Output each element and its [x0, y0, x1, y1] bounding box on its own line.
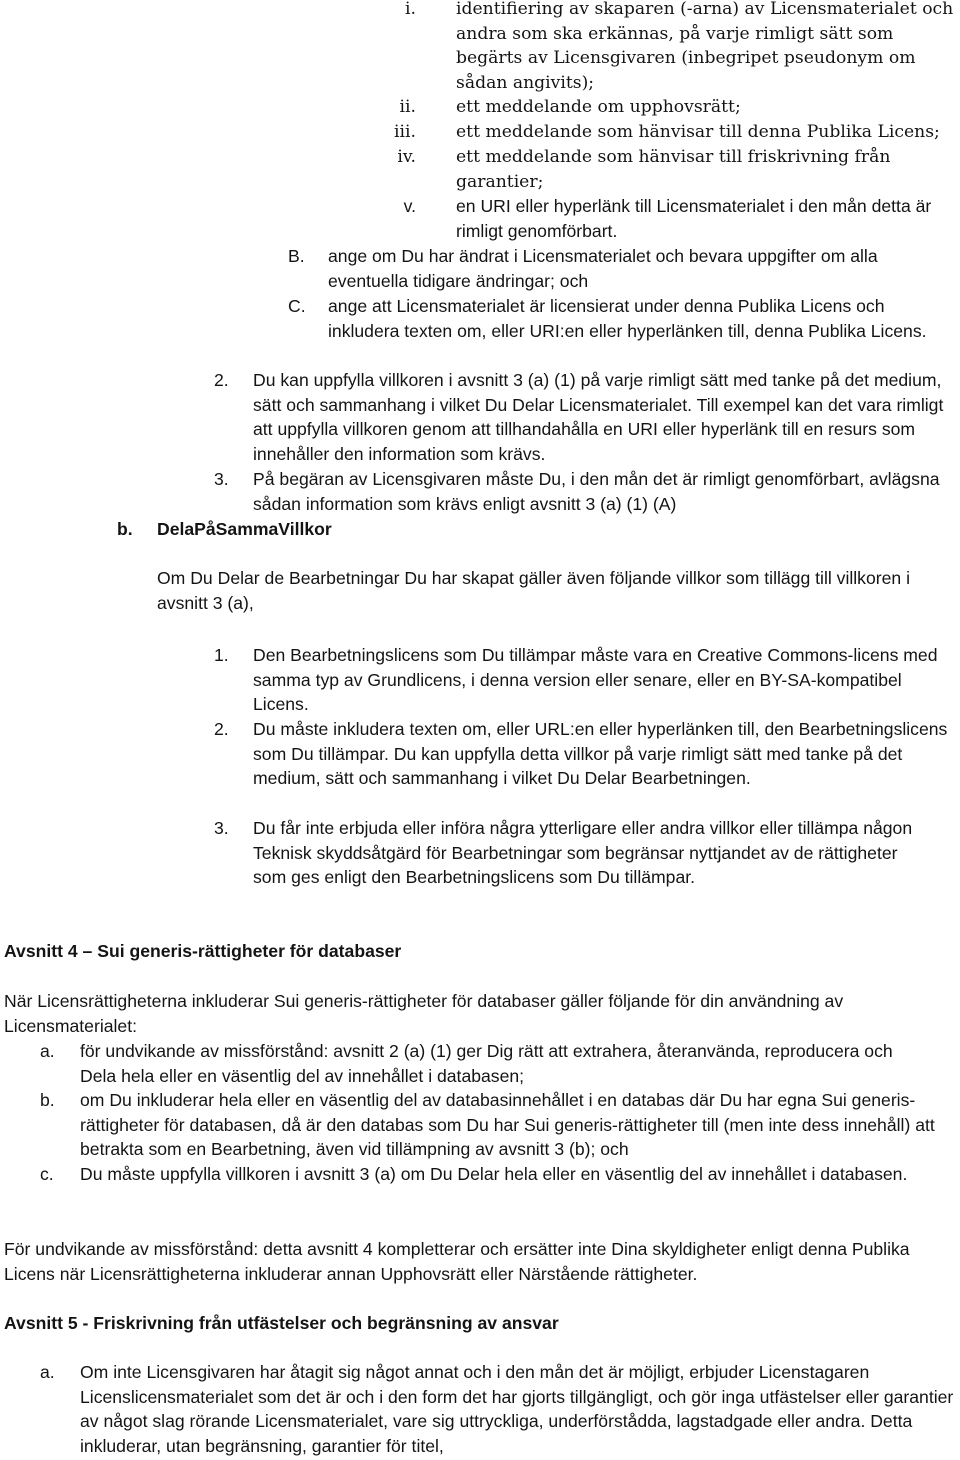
list-marker: iii.: [394, 122, 416, 142]
list-item: om Du inkluderar hela eller en väsentlig del av databasinnehållet i en databas där Du har egna Sui generis-rättigheter för databasen, då är den databas som Du har Sui generis-rättigheter till (men inte dess innehåll) att betrakta som en Bearbetning, även vid tillämpning av avsnitt 3 (b); och: [80, 1090, 935, 1160]
list-item: Du får inte erbjuda eller införa några ytterligare eller andra villkor eller tillämpa någon Teknisk skyddsåtgärd för Bearbetningar som begränsar nyttjandet av de rättigheter som ges enligt den Bearbetningslicens som Du tillämpar.: [253, 818, 913, 888]
list-marker: B.: [288, 246, 305, 266]
list-item: för undvikande av missförstånd: avsnitt 2 (a) (1) ger Dig rätt att extrahera, återanvända, reproducera och Dela hela eller en väsentlig del av innehållet i databasen;: [80, 1041, 893, 1086]
list-marker: c.: [40, 1164, 54, 1184]
list-item: Du måste uppfylla villkoren i avsnitt 3 (a) om Du Delar hela eller en väsentlig del av innehållet i databasen.: [80, 1164, 908, 1184]
list-marker: 2.: [214, 719, 229, 739]
list-marker: a.: [40, 1362, 55, 1382]
list-item: Du kan uppfylla villkoren i avsnitt 3 (a) (1) på varje rimligt sätt med tanke på det medium, sätt och sammanhang i vilket Du Delar Licensmaterialet. Till exempel kan det vara rimligt att uppfylla villkoren genom att tillhandahålla en URI eller hyperlänk till en resurs som innehåller den information som krävs.: [253, 370, 944, 464]
list-item: På begäran av Licensgivaren måste Du, i den mån det är rimligt genomförbart, avlägsna sådan information som krävs enligt avsnitt 3 (a) (1) (A): [253, 469, 940, 514]
list-item: ett meddelande som hänvisar till denna Publika Licens;: [456, 122, 940, 142]
list-marker: 1.: [214, 645, 229, 665]
list-item: en URI eller hyperlänk till Licensmaterialet i den mån detta är rimligt genomförbart.: [456, 196, 932, 241]
list-marker: b.: [40, 1090, 55, 1110]
section-intro: När Licensrättigheterna inkluderar Sui generis-rättigheter för databaser gäller följande för din användning av Licensmaterialet:: [4, 991, 844, 1036]
list-marker: iv.: [397, 147, 416, 167]
section-intro: Om Du Delar de Bearbetningar Du har skapat gäller även följande villkor som tillägg till villkoren i avsnitt 3 (a),: [157, 568, 910, 613]
list-marker: C.: [288, 296, 306, 316]
list-item: ange att Licensmaterialet är licensierat under denna Publika Licens och inkludera texten om, eller URI:en eller hyperlänken till, denna Publika Licens.: [328, 296, 927, 341]
list-item: identifiering av skaparen (-arna) av Licensmaterialet och andra som ska erkännas, på varje rimligt sätt som begärts av Licensgivaren (inbegripet pseudonym om sådan angivits);: [456, 0, 954, 93]
section-marker: b.: [117, 519, 133, 539]
list-marker: 3.: [214, 818, 229, 838]
list-marker: ii.: [399, 97, 416, 117]
list-marker: a.: [40, 1041, 55, 1061]
list-item: Den Bearbetningslicens som Du tillämpar måste vara en Creative Commons-licens med samma typ av Grundlicens, i denna version eller senare, eller en BY-SA-kompatibel Licens.: [253, 645, 938, 715]
list-marker: i.: [405, 0, 416, 19]
section-heading: Avsnitt 5 - Friskrivning från utfästelser och begränsning av ansvar: [4, 1313, 559, 1333]
section-heading: Avsnitt 4 – Sui generis-rättigheter för databaser: [4, 941, 402, 961]
list-item: ett meddelande om upphovsrätt;: [456, 97, 741, 117]
section-title: DelaPåSammaVillkor: [157, 519, 332, 539]
list-item: Du måste inkludera texten om, eller URL:en eller hyperlänken till, den Bearbetningslicens som Du tillämpar. Du kan uppfylla detta villkor på varje rimligt sätt med tanke på det medium, sätt och sammanhang i vilket Du Delar Bearbetningen.: [253, 719, 948, 789]
list-item: ange om Du har ändrat i Licensmaterialet och bevara uppgifter om alla eventuella tidigare ändringar; och: [328, 246, 878, 291]
list-marker: v.: [403, 196, 416, 216]
list-item: ett meddelande som hänvisar till friskrivning från garantier;: [456, 147, 891, 192]
list-marker: 2.: [214, 370, 229, 390]
section-closing: För undvikande av missförstånd: detta avsnitt 4 kompletterar och ersätter inte Dina skyldigheter enligt denna Publika Licens när Licensrättigheterna inkluderar annan Upphovsrätt eller Närstående rättigheter.: [4, 1239, 910, 1284]
list-item: Om inte Licensgivaren har åtagit sig något annat och i den mån det är möjligt, erbjuder Licenstagaren Licenslicensmaterialet som det är och i den form det har gjorts tillgängligt, och gör inga utfästelser eller garantier av något slag rörande Licensmaterialet, vare sig uttryckliga, underförstådda, lagstadgade eller andra. Detta inkluderar, utan begränsning, garantier för titel,: [80, 1362, 954, 1456]
list-marker: 3.: [214, 469, 229, 489]
